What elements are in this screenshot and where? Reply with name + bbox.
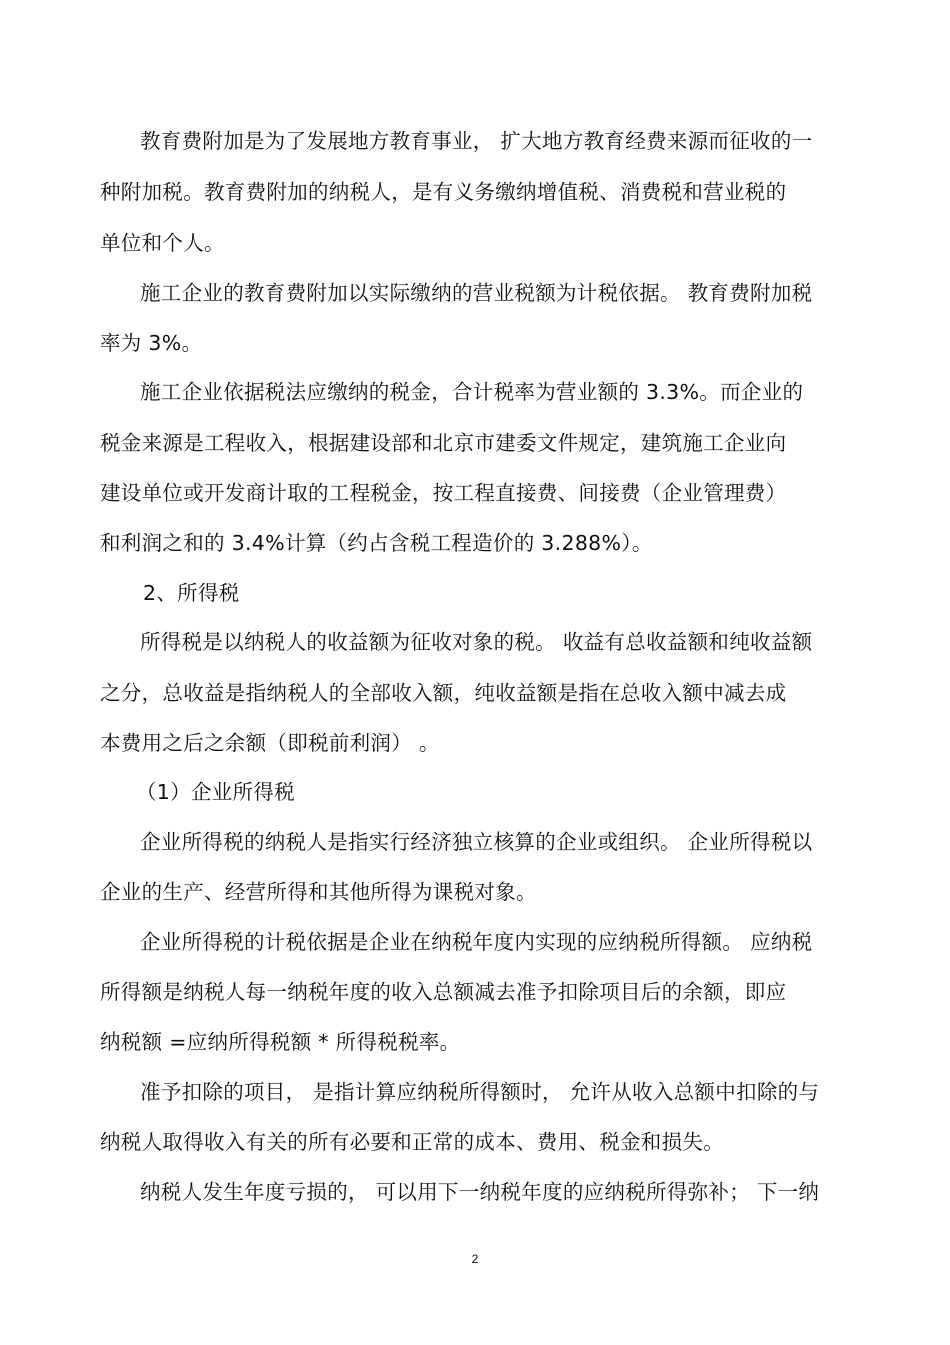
text-line: 种附加税。教育费附加的纳税人，是有义务缴纳增值税、消费税和营业税的 [100, 180, 787, 204]
text-line: 纳税人发生年度亏损的， 可以用下一纳税年度的应纳税所得弥补； 下一纳 [140, 1180, 820, 1204]
text-line: 所得额是纳税人每一纳税年度的收入总额减去准予扣除项目后的余额，即应 [100, 980, 787, 1004]
text-line: 之分，总收益是指纳税人的全部收入额，纯收益额是指在总收入额中减去成 [100, 681, 787, 705]
text-line: 率为 3%。 [100, 331, 203, 355]
text-line: 准予扣除的项目， 是指计算应纳税所得额时， 允许从收入总额中扣除的与 [140, 1080, 820, 1104]
text-line: 本费用之后之余额（即税前利润） 。 [100, 731, 440, 755]
text-line: 企业所得税的计税依据是企业在纳税年度内实现的应纳税所得额。 应纳税 [140, 930, 813, 954]
text-line: 建设单位或开发商计取的工程税金，按工程直接费、间接费（企业管理费） [100, 481, 787, 505]
text-line: 纳税人取得收入有关的所有必要和正常的成本、费用、税金和损失。 [100, 1130, 724, 1154]
text-line: 纳税额 =应纳所得税额 * 所得税税率。 [100, 1030, 461, 1054]
text-line: 所得税是以纳税人的收益额为征收对象的税。 收益有总收益额和纯收益额 [140, 630, 813, 654]
text-line: 企业的生产、经营所得和其他所得为课税对象。 [100, 880, 537, 904]
text-line: 施工企业的教育费附加以实际缴纳的营业税额为计税依据。 教育费附加税 [140, 281, 813, 305]
text-line: 企业所得税的纳税人是指实行经济独立核算的企业或组织。 企业所得税以 [140, 830, 813, 854]
page-number: 2 [471, 1252, 479, 1266]
section-heading: 2、所得税 [143, 581, 240, 605]
text-line: 教育费附加是为了发展地方教育事业， 扩大地方教育经费来源而征收的一 [140, 129, 813, 153]
subsection-heading: （1）企业所得税 [136, 780, 295, 804]
text-line: 施工企业依据税法应缴纳的税金，合计税率为营业额的 3.3%。而企业的 [140, 380, 804, 404]
text-line: 和利润之和的 3.4%计算（约占含税工程造价的 3.288%）。 [100, 531, 653, 555]
text-line: 单位和个人。 [100, 231, 225, 255]
text-line: 税金来源是工程收入，根据建设部和北京市建委文件规定，建筑施工企业向 [100, 431, 787, 455]
